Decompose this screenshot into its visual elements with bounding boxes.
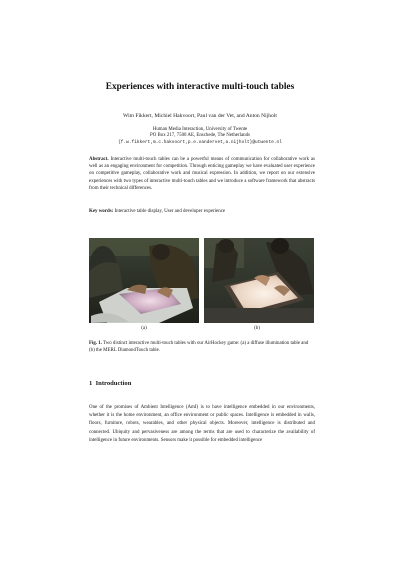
abstract-label: Abstract. (89, 157, 109, 162)
section-number: 1 (89, 380, 93, 387)
paper-title: Experiences with interactive multi-touch tables (105, 82, 295, 92)
affiliation-line-1: Human Media Interaction, University of Twente (152, 127, 248, 132)
section-title: Introduction (95, 380, 132, 387)
abstract-text: Interactive multi-touch tables can be a powerful means of communication for collaborative work as well as an engaging environment for competition. Through enticing gameplay we have evaluated user experience on competitive gameplay, collaborative work and musical expression. In addition, we report on our extensive experiences with two types of interactive multi-touch tables and we introduce a software framework that abstracts from their technical differences. (89, 157, 316, 191)
section-heading (89, 380, 131, 387)
figure-sublabel-b: (b) (254, 326, 260, 331)
author-emails: {f.w.fikkert,m.c.hakvoort,p.e.vandervet,a.nijholt}@utwente.nl (118, 140, 282, 145)
intro-paragraph: One of the promises of Ambient Intelligence (AmI) is to have intelligence embedded in our environments, whether it is the home environment, an office environment or public spaces. Intelligence is embedded in walls, floors, furniture, robots, wearables, and other physical objects. Moreover, intelligence is distributed and connected. Ubiquity and pervasiveness are among the terms that are used to characterize the availability of intelligence in future environments. Sensors make it possible for embedded intelligence (89, 405, 315, 443)
abstract (89, 156, 315, 192)
figure-caption (89, 340, 315, 355)
author-list: Wim Fikkert, Michiel Hakvoort, Paul van der Vet, and Anton Nijholt (123, 113, 277, 119)
figure-photo-b (204, 238, 314, 323)
affiliation-line-2: PO Box 217, 7500 AE, Enschede, The Netherlands (150, 133, 250, 138)
figure-photo-a (89, 238, 199, 323)
keywords (89, 209, 315, 214)
caption-text: Two distinct interactive multi-touch tables with our AirHockey game: (a) a diffuse illumination table and (b) the MERL DiamondTouch table. (89, 341, 309, 354)
keywords-label: Key words: (89, 209, 114, 214)
caption-label: Fig. 1. (89, 341, 102, 346)
figure-sublabel-a: (a) (141, 326, 147, 331)
keywords-text: Interactive table display, User and developer experience (114, 209, 226, 214)
